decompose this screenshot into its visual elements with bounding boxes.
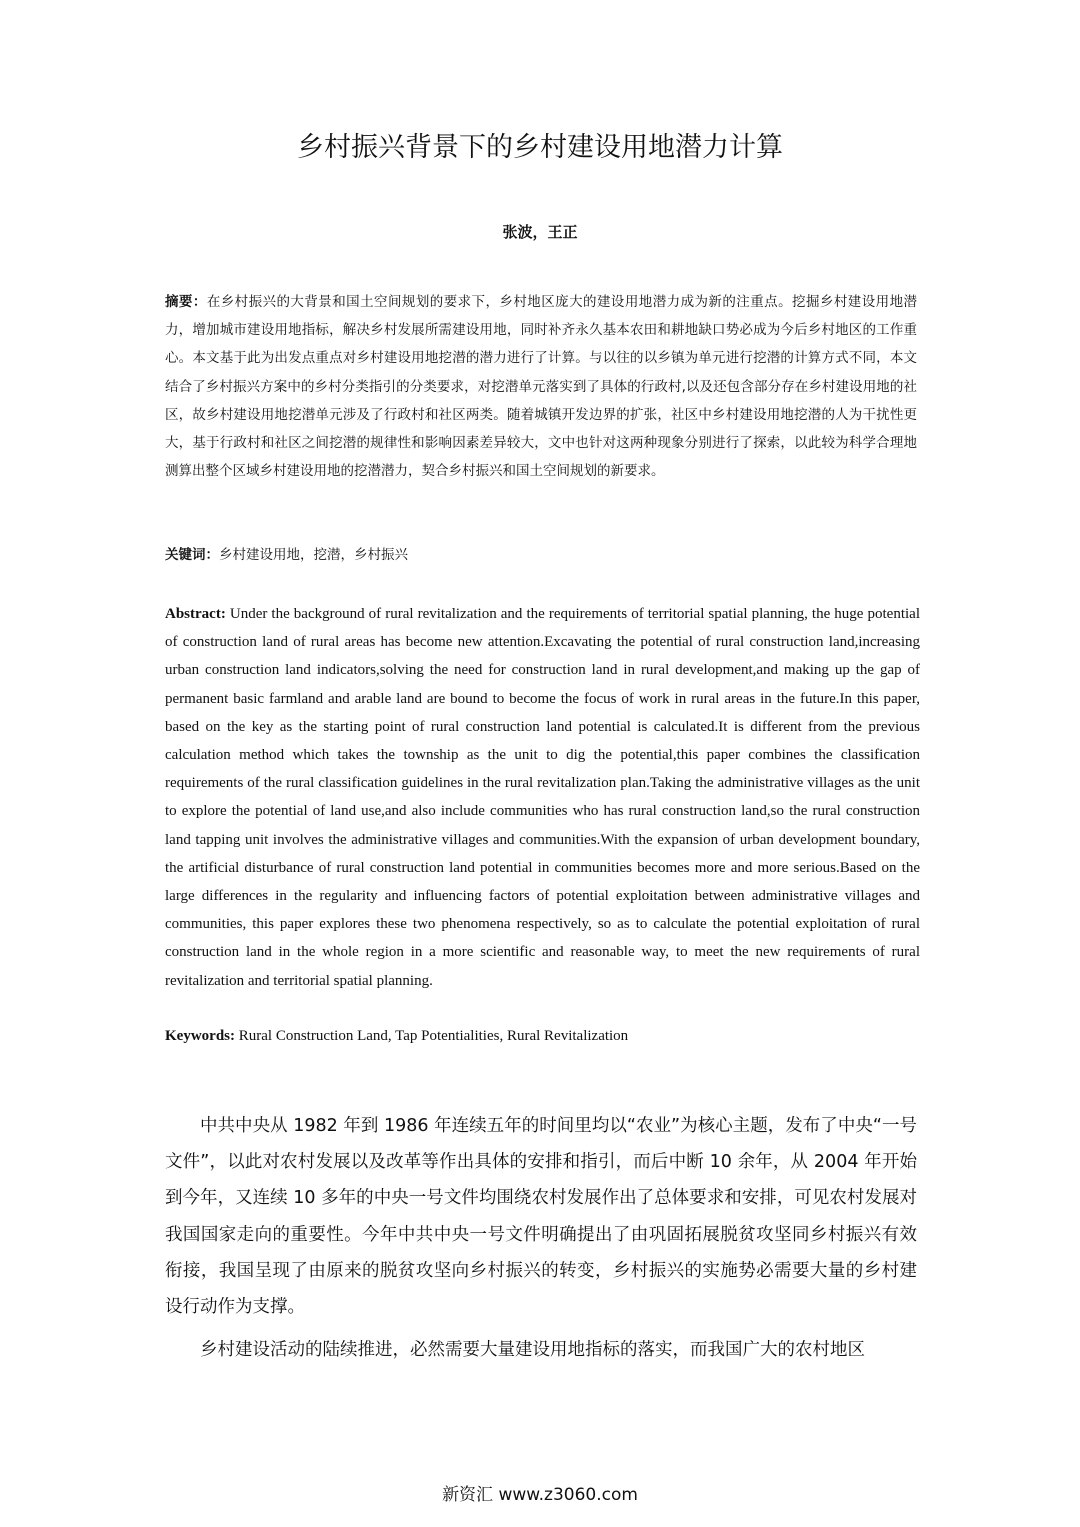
- chinese-abstract-text: 在乡村振兴的大背景和国土空间规划的要求下，乡村地区庞大的建设用地潜力成为新的注重点。挖掘乡村建设用地潜力，增加城市建设用地指标，解决乡村发展所需建设用地，同时补齐永久基本农田和耕地缺口势必成为今后乡村地区的工作重心。本文基于此为出发点重点对乡村建设用地挖潜的潜力进行了计算。与以往的以乡镇为单元进行挖潜的计算方式不同，本文结合了乡村振兴方案中的乡村分类指引的分类要求，对挖潜单元落实到了具体的行政村,以及还包含部分存在乡村建设用地的社区，故乡村建设用地挖潜单元涉及了行政村和社区两类。随着城镇开发边界的扩张，社区中乡村建设用地挖潜的人为干扰性更大，基于行政村和社区之间挖潜的规律性和影响因素差异较大，文中也针对这两种现象分别进行了探索，以此较为科学合理地测算出整个区域乡村建设用地的挖潜潜力，契合乡村振兴和国土空间规划的新要求。: [165, 294, 918, 480]
- paper-authors: 张波，王正: [502, 223, 578, 241]
- chinese-keywords: [165, 541, 917, 569]
- body-paragraph-2: 乡村建设活动的陆续推进，必然需要大量建设用地指标的落实，而我国广大的农村地区: [200, 1340, 865, 1360]
- chinese-abstract-label: 摘要：: [165, 294, 207, 310]
- english-abstract-label: Abstract:: [165, 606, 226, 622]
- english-keywords-text: Rural Construction Land, Tap Potentialities, Rural Revitalization: [238, 1028, 629, 1044]
- paper-title: 乡村振兴背景下的乡村建设用地潜力计算: [297, 132, 783, 163]
- english-abstract-text: Under the background of rural revitalization and the requirements of territorial spatial planning, the huge potential of construction land of rural areas has become new attention.Excavating the potential of rural construction land,increasing urban construction land indicators,solving the need for construction land in rural development,and making up the gap of permanent basic farmland and arable land are bound to become the focus of work in rural areas in the future.In this paper, based on the key as the starting point of rural construction land potential is calculated.It is different from the previous calculation method which takes the township as the unit to dig the potential,this paper combines the classification requirements of the rural classification guidelines in the rural revitalization plan.Taking the administrative villages as the unit to explore the potential of land use,and also include communities who has rural construction land,so the rural construction land tapping unit involves the administrative villages and communities.With the expansion of urban development boundary, the artificial disturbance of rural construction land potential in communities becomes more and more serious.Based on the large differences in the regularity and influencing factors of potential exploitation between administrative villages and communities, this paper explores these two phenomena respectively, so as to calculate the potential exploitation of rural construction land in the whole region in a more scientific and reasonable way, to meet the new requirements of rural revitalization and territorial spatial planning.: [165, 606, 921, 989]
- chinese-keywords-text: 乡村建设用地，挖潜，乡村振兴: [219, 547, 408, 563]
- footer-watermark: 新资汇 www.z3060.com: [442, 1485, 638, 1505]
- english-keywords-label: Keywords:: [165, 1028, 235, 1044]
- chinese-keywords-label: 关键词：: [165, 547, 219, 563]
- english-keywords: [165, 1022, 920, 1050]
- english-abstract: [165, 600, 920, 995]
- body-paragraph-1: 中共中央从 1982 年到 1986 年连续五年的时间里均以“农业”为核心主题，发布了中央“一号文件”，以此对农村发展以及改革等作出具体的安排和指引，而后中断 10 余年，从 2004 年开始到今年，又连续 10 多年的中央一号文件均围绕农村发展作出了总体要求和安排，可见农村发展对我国国家走向的重要性。今年中共中央一号文件明确提出了由巩固拓展脱贫攻坚同乡村振兴有效衔接，我国呈现了由原来的脱贫攻坚向乡村振兴的转变，乡村振兴的实施势必需要大量的乡村建设行动作为支撑。: [165, 1116, 917, 1318]
- chinese-abstract: [165, 288, 917, 485]
